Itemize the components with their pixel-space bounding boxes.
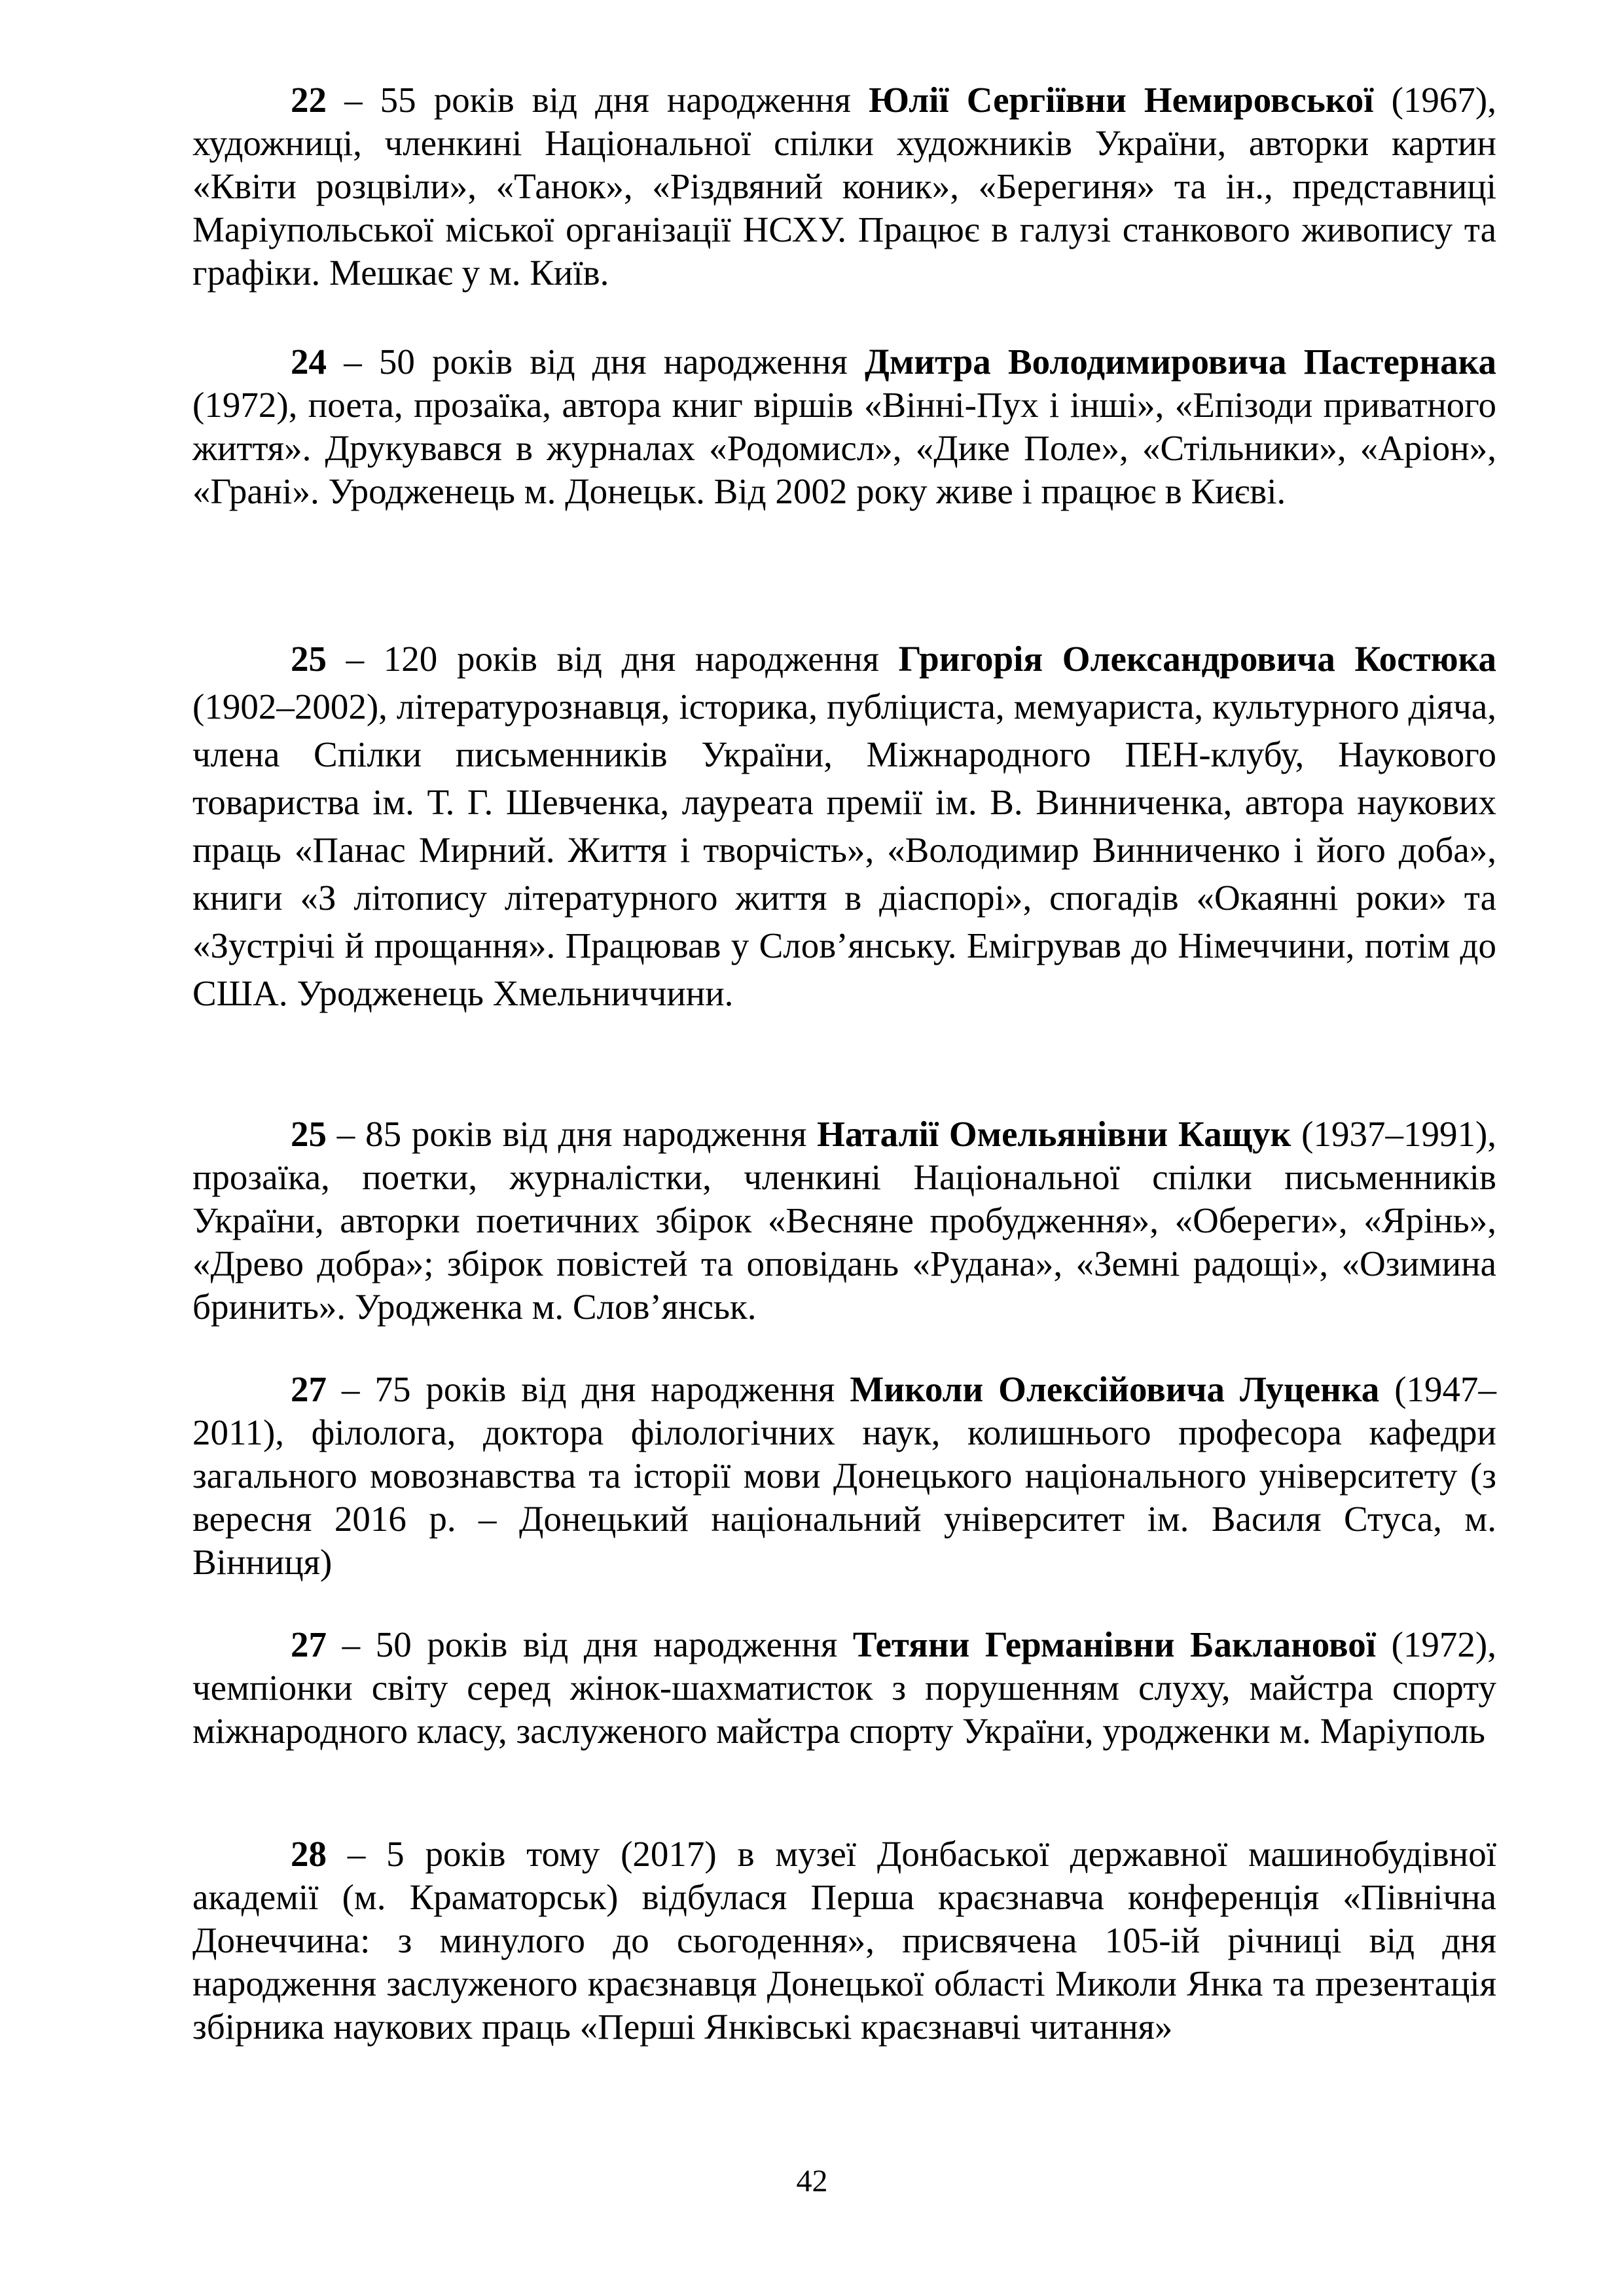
page-number: 42 (796, 2164, 828, 2198)
entry-date: 25 (291, 1114, 327, 1154)
entry-description: (1947–2011), філолога, доктора філологічних наук, колишнього професора кафедри загального мовознавства та історії мови Донецького національного університету (з вересня 2016 р. – Донецький національний університет ім. Василя Стуса, м. Вінниця) (192, 1369, 1497, 1582)
entry-date: 22 (291, 80, 327, 120)
entry-intro: – 50 років від дня народження (327, 1624, 853, 1664)
calendar-entry (192, 340, 1496, 513)
entry-person-name: Наталії Омельянівни Кащук (817, 1114, 1291, 1154)
entry-intro: – 75 років від дня народження (327, 1369, 850, 1409)
entry-description: (1972), чемпіонки світу серед жінок-шахматисток з порушенням слуху, майстра спорту міжнародного класу, заслуженого майстра спорту України, уродженки м. Маріуполь (192, 1624, 1497, 1751)
entry-person-name: Миколи Олексійовича Луценка (850, 1369, 1380, 1409)
entry-description: (1967), художниці, членкині Національної спілки художників України, авторки картин «Квіти розцвіли», «Танок», «Різдвяний коник», «Берегиня» та ін., представниці Маріупольської міської організації НСХУ. Працює в галузі станкового живопису та графіки. Мешкає у м. Київ. (192, 80, 1496, 293)
calendar-entry (192, 1623, 1496, 1753)
entry-intro: – 120 років від дня народження (327, 639, 899, 679)
entry-person-name: Григорія Олександровича Костюка (898, 639, 1497, 679)
entry-date: 27 (291, 1369, 327, 1409)
entry-description: (1902–2002), літературознавця, історика, публіциста, мемуариста, культурного діяча, члена Спілки письменників України, Міжнародного ПЕН-клубу, Наукового товариства ім. Т. Г. Шевченка, лауреата премії ім. В. Винниченка, автора наукових праць «Панас Мирний. Життя і творчість», «Володимир Винниченко і його доба», книги «З літопису літературного життя в діаспорі», спогадів «Окаянні роки» та «Зустрічі й прощання». Працював у Слов’янську. Емігрував до Німеччини, потім до США. Уродженець Хмельниччини. (192, 687, 1496, 1013)
calendar-entry (192, 635, 1496, 1017)
entry-description: (1972), поета, прозаїка, автора книг віршів «Вінні-Пух і інші», «Епізоди приватного життя». Друкувався в журналах «Родомисл», «Дике Поле», «Стільники», «Аріон», «Грані». Уродженець м. Донецьк. Від 2002 року живе і працює в Києві. (192, 385, 1496, 511)
entry-intro: – 55 років від дня народження (327, 80, 869, 120)
entry-intro: – 85 років від дня народження (327, 1114, 818, 1154)
calendar-entry (192, 1368, 1496, 1584)
entry-date: 25 (291, 639, 327, 679)
calendar-entry (192, 79, 1496, 295)
entry-person-name: Юлії Сергіївни Немировської (869, 80, 1374, 120)
entry-description: (1937–1991), прозаїка, поетки, журналістки, членкині Національної спілки письменників України, авторки поетичних збірок «Весняне пробудження», «Обереги», «Ярінь», «Древо добра»; збірок повістей та оповідань «Рудана», «Земні радощі», «Озимина бринить». Уродженка м. Слов’янськ. (192, 1114, 1497, 1327)
entry-date: 24 (291, 342, 327, 382)
entry-person-name: Тетяни Германівни Бакланової (852, 1624, 1376, 1664)
entry-description: – 5 років тому (2017) в музеї Донбаської державної машинобудівної академії (м. Краматорськ) відбулася Перша краєзнавча конференція «Північна Донеччина: з минулого до сьогодення», присвячена 105-ій річниці від дня народження заслуженого краєзнавця Донецької області Миколи Янка та презентація збірника наукових праць «Перші Янківські краєзнавчі читання» (192, 1834, 1496, 2047)
calendar-entry (192, 1833, 1496, 2049)
entry-intro: – 50 років від дня народження (327, 342, 865, 382)
entry-date: 28 (291, 1834, 327, 1874)
calendar-entry (192, 1113, 1496, 1329)
entry-person-name: Дмитра Володимировича Пастернака (865, 342, 1496, 382)
entry-date: 27 (291, 1624, 327, 1664)
